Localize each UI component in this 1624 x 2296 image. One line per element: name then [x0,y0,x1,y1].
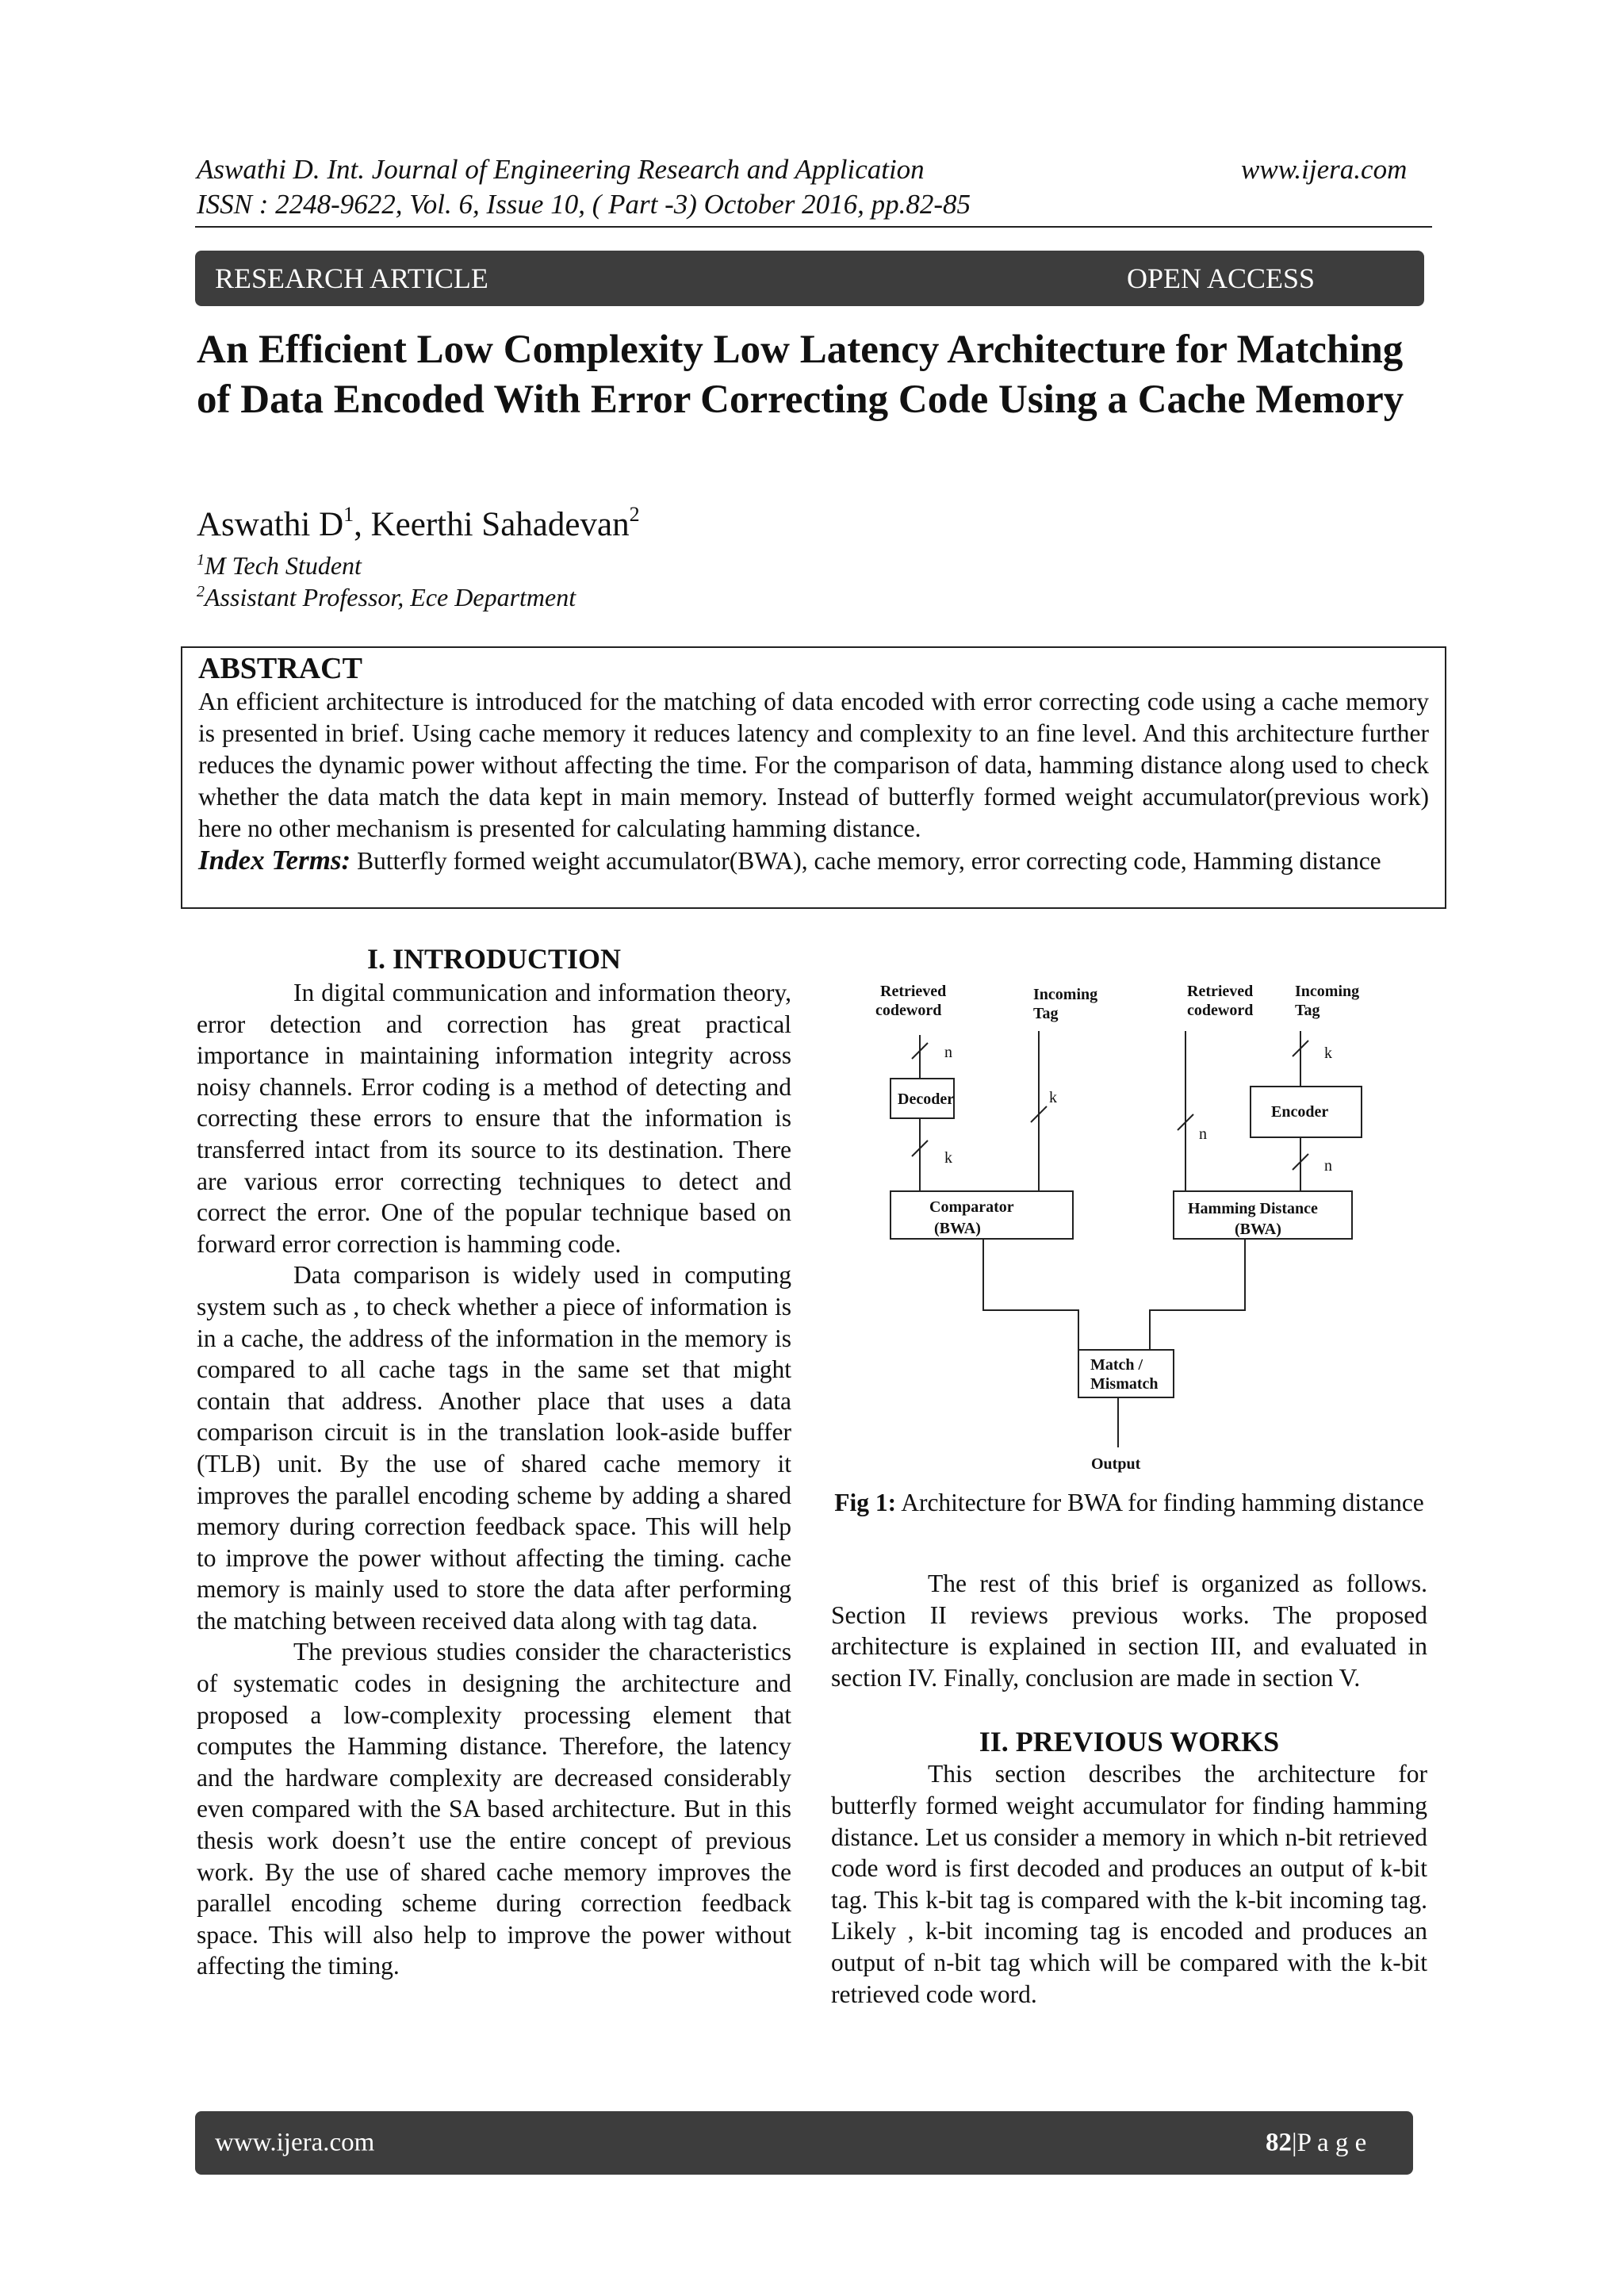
affiliation-1-text: M Tech Student [205,551,362,580]
figure-caption [831,1487,1427,1519]
hamming-distance-label: Hamming Distance [1188,1200,1318,1217]
affiliation-2-sup: 2 [197,583,205,600]
hamming-bwa-label: (BWA) [1235,1221,1281,1238]
comparator-merge-line [983,1239,1078,1350]
author-1-sup: 1 [343,503,354,526]
bus-width-n: n [1199,1125,1207,1143]
figure-caption-text: Architecture for BWA for finding hamming distance [896,1489,1424,1516]
affiliation-2 [197,581,576,613]
abstract-box [181,646,1446,909]
output-label: Output [1091,1455,1141,1473]
abstract-body: An efficient architecture is introduced for the matching of data encoded with error correcting code using a cache memory is presented in brief. Using cache memory it reduces latency and complexity to an fine level. And this architecture further reduces the dynamic power without affecting the time. For the comparison of data, hamming distance along used to check whether the data match the data kept in main memory. Instead of butterfly formed weight accumulator(previous work) here no other mechanism is presented for calculating hamming distance. [198,688,1429,842]
abstract-heading: ABSTRACT [198,652,362,685]
article-type-band [195,251,1424,306]
right-column [831,1487,1427,2010]
intro-paragraph-1: In digital communication and information theory, error detection and correction has great practical importance in maintaining information integrity across noisy channels. Error coding is a method of detecting and correcting these errors to ensure that the information is transferred intact from its source to its destination. There are various error correcting techniques to detect and correct the error. One of the popular technique based on forward error correction is hamming code. [197,979,791,1258]
bus-width-k: k [944,1149,952,1167]
page-number-label: |P a g e [1292,2128,1367,2157]
left-column [197,942,791,1982]
bus-width-n: n [944,1044,952,1061]
retrieved-codeword-label-2b: codeword [1187,1002,1254,1019]
index-terms-label: Index Terms: [198,845,351,876]
decoder-label: Decoder [898,1091,955,1108]
footer-band [195,2111,1413,2175]
paper-title: An Efficient Low Complexity Low Latency Architecture for Matching of Data Encoded With Error Correcting Code Using a Cache Memory [197,328,1404,422]
author-2-sup: 2 [629,503,640,526]
intro-paragraph-3: The previous studies consider the characteristics of systematic codes in designing the architecture and proposed a low-complexity processing element that computes the Hamming distance. Therefore, the latency and the hardware complexity are decreased considerably even compared with the SA based architecture. But in this thesis work doesn’t use the entire concept of previous work. By the use of shared cache memory improves the parallel encoding scheme during correction feedback space. This will also help to improve the power without affecting the timing. [197,1638,791,1980]
introduction-heading: I. INTRODUCTION [366,943,622,975]
bus-width-k: k [1324,1045,1332,1062]
incoming-tag-label-1b: Tag [1033,1005,1059,1022]
affiliation-2-text: Assistant Professor, Ece Department [205,583,576,611]
page-number [1266,2128,1367,2158]
comparator-label: Comparator [929,1198,1014,1216]
retrieved-codeword-label-1b: codeword [875,1002,942,1019]
author-2: Keerthi Sahadevan [370,506,630,543]
research-article-label: RESEARCH ARTICLE [215,263,488,294]
previous-works-paragraph: This section describes the architecture for butterfly formed weight accumulator for finding hamming distance. Let us consider a memory in which n-bit retrieved code word is first decoded and produces an output of k-bit tag. This k-bit tag is compared with the k-bit incoming tag. Likely , k-bit incoming tag is encoded and produces an output of n-bit tag which will be compared with the k-bit retrieved code word. [831,1760,1427,2008]
architecture-figure [856,976,1396,1483]
footer-website[interactable]: www.ijera.com [215,2128,375,2157]
journal-name: Aswathi D. Int. Journal of Engineering Research and Application [197,154,925,185]
figure-caption-label: Fig 1: [834,1489,897,1516]
retrieved-codeword-label-1: Retrieved [880,983,947,1000]
bus-width-n: n [1324,1157,1332,1175]
hamming-merge-line [1150,1239,1245,1350]
open-access-label: OPEN ACCESS [1127,263,1316,294]
incoming-tag-label-2: Incoming [1295,983,1360,1000]
comparator-bwa-label: (BWA) [934,1220,981,1237]
page-number-value: 82 [1266,2128,1292,2157]
authors [197,504,640,546]
incoming-tag-label-2b: Tag [1295,1002,1320,1019]
mismatch-label: Mismatch [1090,1375,1159,1393]
organization-paragraph: The rest of this brief is organized as follows. Section II reviews previous works. The proposed architecture is explained in section III, and evaluated in section IV. Finally, conclusion are made in section V. [831,1570,1427,1692]
index-terms-text: Butterfly formed weight accumulator(BWA), cache memory, error correcting code, Hamming distance [350,847,1381,875]
journal-website[interactable]: www.ijera.com [1241,154,1408,185]
bus-width-k: k [1049,1089,1057,1106]
incoming-tag-label-1: Incoming [1033,986,1098,1003]
author-1: Aswathi D [197,506,344,543]
affiliation-1-sup: 1 [197,551,205,569]
intro-paragraph-2: Data comparison is widely used in computing system such as , to check whether a piece of information is in a cache, the address of the information in the memory is compared to all cache tags in the same set that might contain that address. Another place that uses a data comparison circuit is in the translation look-aside buffer (TLB) unit. By the use of shared cache memory it improves the parallel encoding scheme by adding a shared memory during correction feedback space. This will help to improve the power without affecting the timing. cache memory is mainly used to store the data after performing the matching between received data along with tag data. [197,1261,791,1635]
encoder-label: Encoder [1271,1103,1329,1121]
author-separator: , [354,506,371,543]
match-label: Match / [1090,1356,1143,1374]
affiliation-1 [197,550,362,581]
index-terms [198,845,1429,877]
retrieved-codeword-label-2: Retrieved [1187,983,1254,1000]
header-rule [195,226,1432,228]
journal-issue: ISSN : 2248-9622, Vol. 6, Issue 10, ( Part -3) October 2016, pp.82-85 [197,189,971,220]
previous-works-heading: II. PREVIOUS WORKS [979,1726,1280,1758]
